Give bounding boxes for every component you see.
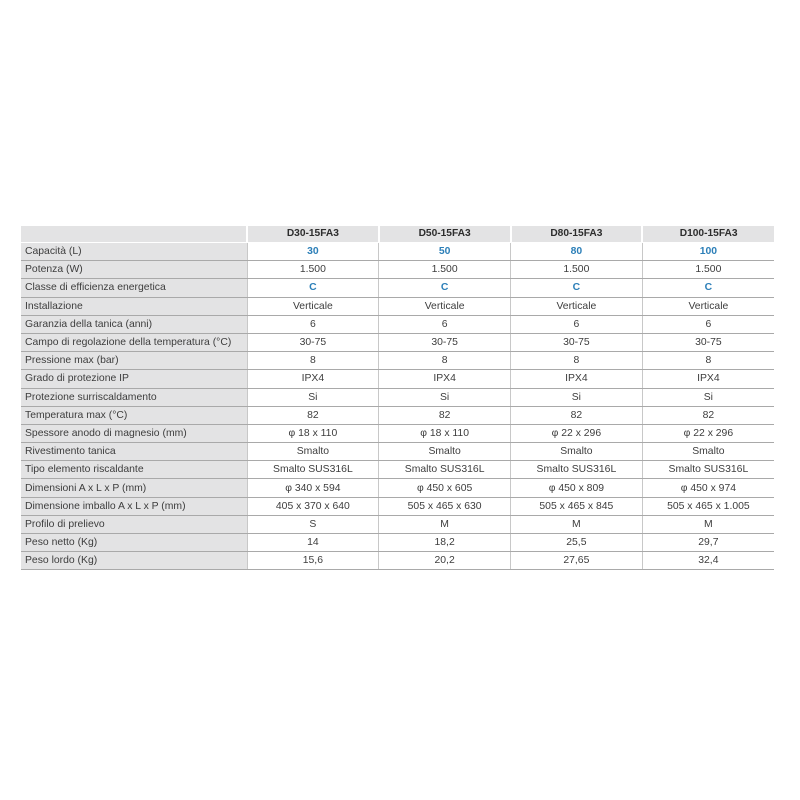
model-header: D100-15FA3 (642, 226, 774, 243)
row-value: 30-75 (511, 333, 643, 351)
table-row (21, 243, 774, 261)
table-row (21, 424, 774, 442)
row-value: 27,65 (511, 552, 643, 570)
row-label: Temperatura max (°C) (21, 406, 247, 424)
row-label: Grado di protezione IP (21, 370, 247, 388)
row-value: Verticale (247, 297, 379, 315)
table-row (21, 479, 774, 497)
row-value: 6 (642, 315, 774, 333)
row-value: 505 x 465 x 630 (379, 497, 511, 515)
row-value: φ 18 x 110 (379, 424, 511, 442)
row-value: 14 (247, 534, 379, 552)
row-value: 25,5 (511, 534, 643, 552)
row-value: Smalto SUS316L (247, 461, 379, 479)
row-value: M (379, 515, 511, 533)
row-value: IPX4 (511, 370, 643, 388)
row-value: 30-75 (379, 333, 511, 351)
row-value: Smalto (247, 443, 379, 461)
row-value: M (511, 515, 643, 533)
row-value: Smalto SUS316L (511, 461, 643, 479)
row-value: Smalto (642, 443, 774, 461)
row-value: 6 (379, 315, 511, 333)
row-value: 82 (511, 406, 643, 424)
row-label: Peso lordo (Kg) (21, 552, 247, 570)
row-value: 50 (379, 243, 511, 261)
table-row (21, 279, 774, 297)
row-value: φ 340 x 594 (247, 479, 379, 497)
row-value: 29,7 (642, 534, 774, 552)
row-value: 30-75 (247, 333, 379, 351)
table-row (21, 352, 774, 370)
row-value: Si (379, 388, 511, 406)
table-row (21, 370, 774, 388)
row-value: Verticale (379, 297, 511, 315)
row-label: Profilo di prelievo (21, 515, 247, 533)
row-label: Campo di regolazione della temperatura (°C) (21, 333, 247, 351)
row-value: C (379, 279, 511, 297)
row-value: φ 450 x 809 (511, 479, 643, 497)
row-label: Classe di efficienza energetica (21, 279, 247, 297)
row-value: 15,6 (247, 552, 379, 570)
table-row (21, 534, 774, 552)
row-label: Dimensione imballo A x L x P (mm) (21, 497, 247, 515)
row-label: Installazione (21, 297, 247, 315)
row-value: 505 x 465 x 845 (511, 497, 643, 515)
row-label: Spessore anodo di magnesio (mm) (21, 424, 247, 442)
row-value: Si (247, 388, 379, 406)
table-row (21, 461, 774, 479)
row-value: 82 (642, 406, 774, 424)
table-row (21, 315, 774, 333)
row-value: Si (642, 388, 774, 406)
row-label: Protezione surriscaldamento (21, 388, 247, 406)
row-value: IPX4 (247, 370, 379, 388)
row-value: φ 22 x 296 (511, 424, 643, 442)
row-value: C (511, 279, 643, 297)
row-value: IPX4 (642, 370, 774, 388)
row-value: Smalto (379, 443, 511, 461)
row-label: Tipo elemento riscaldante (21, 461, 247, 479)
row-value: Smalto (511, 443, 643, 461)
row-value: φ 450 x 605 (379, 479, 511, 497)
row-value: 1.500 (247, 261, 379, 279)
row-value: Smalto SUS316L (642, 461, 774, 479)
row-value: 80 (511, 243, 643, 261)
row-value: 8 (511, 352, 643, 370)
header-row (21, 226, 774, 243)
row-value: 8 (642, 352, 774, 370)
header-corner-cell (21, 226, 247, 243)
table-row (21, 261, 774, 279)
row-value: 18,2 (379, 534, 511, 552)
row-value: 1.500 (642, 261, 774, 279)
row-value: C (642, 279, 774, 297)
row-value: 32,4 (642, 552, 774, 570)
row-value: φ 18 x 110 (247, 424, 379, 442)
table-row (21, 406, 774, 424)
row-value: 405 x 370 x 640 (247, 497, 379, 515)
row-label: Capacità (L) (21, 243, 247, 261)
row-label: Pressione max (bar) (21, 352, 247, 370)
table-row (21, 497, 774, 515)
table-row (21, 515, 774, 533)
table-row (21, 333, 774, 351)
row-value: 100 (642, 243, 774, 261)
table-row (21, 552, 774, 570)
model-header: D80-15FA3 (511, 226, 643, 243)
row-label: Rivestimento tanica (21, 443, 247, 461)
row-value: Si (511, 388, 643, 406)
row-value: 6 (247, 315, 379, 333)
row-value: C (247, 279, 379, 297)
row-value: Smalto SUS316L (379, 461, 511, 479)
row-value: S (247, 515, 379, 533)
spec-table-body (21, 243, 774, 570)
row-label: Peso netto (Kg) (21, 534, 247, 552)
table-row (21, 443, 774, 461)
row-label: Dimensioni A x L x P (mm) (21, 479, 247, 497)
row-value: 1.500 (379, 261, 511, 279)
row-label: Potenza (W) (21, 261, 247, 279)
row-value: 82 (247, 406, 379, 424)
row-value: 8 (247, 352, 379, 370)
model-header: D30-15FA3 (247, 226, 379, 243)
row-value: 82 (379, 406, 511, 424)
table-row (21, 297, 774, 315)
row-value: 505 x 465 x 1.005 (642, 497, 774, 515)
row-value: IPX4 (379, 370, 511, 388)
row-value: Verticale (642, 297, 774, 315)
row-value: 30-75 (642, 333, 774, 351)
row-value: 6 (511, 315, 643, 333)
model-header: D50-15FA3 (379, 226, 511, 243)
row-value: 8 (379, 352, 511, 370)
spec-table (21, 226, 774, 570)
row-value: M (642, 515, 774, 533)
row-label: Garanzia della tanica (anni) (21, 315, 247, 333)
row-value: Verticale (511, 297, 643, 315)
row-value: φ 22 x 296 (642, 424, 774, 442)
table-row (21, 388, 774, 406)
row-value: 30 (247, 243, 379, 261)
row-value: 1.500 (511, 261, 643, 279)
row-value: 20,2 (379, 552, 511, 570)
row-value: φ 450 x 974 (642, 479, 774, 497)
